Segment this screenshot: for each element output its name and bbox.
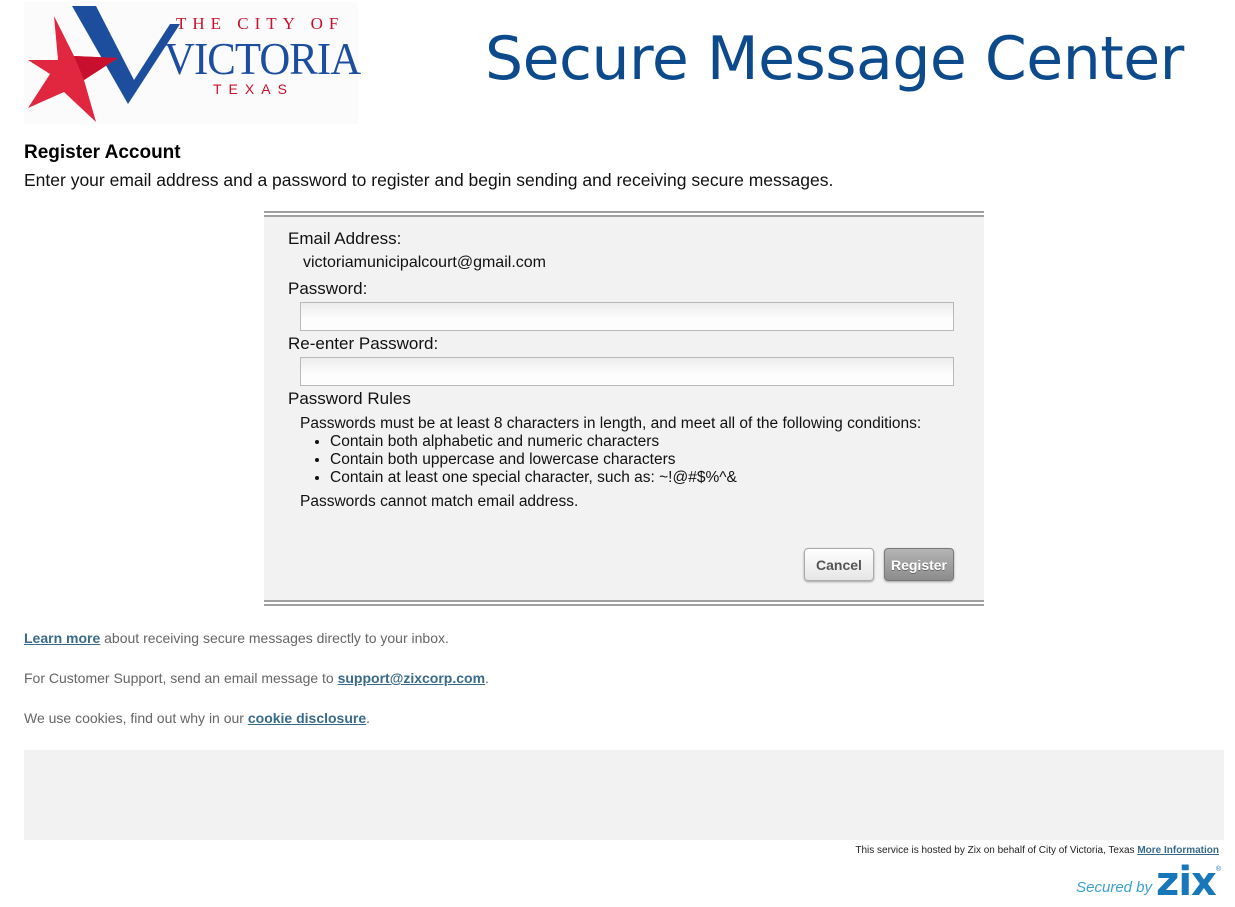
password-rules-note: Passwords cannot match email address. xyxy=(300,493,579,510)
register-button[interactable]: Register xyxy=(884,548,954,581)
register-description: Enter your email address and a password to register and begin sending and receiving secure messages. xyxy=(24,170,834,190)
cookie-line xyxy=(24,710,370,726)
learn-more-line xyxy=(24,630,449,646)
footer-panel xyxy=(24,750,1224,840)
zix-logo-icon: zix xyxy=(1156,859,1216,905)
cookie-text: We use cookies, find out why in our xyxy=(24,710,248,726)
support-line xyxy=(24,670,489,686)
password-rules-list xyxy=(300,433,737,487)
password-rule: • Contain both alphabetic and numeric characters xyxy=(330,433,737,451)
hosted-by-text: This service is hosted by Zix on behalf of City of Victoria, Texas xyxy=(855,845,1138,856)
register-form xyxy=(264,211,984,606)
hosted-by-note xyxy=(855,845,1219,856)
support-text: For Customer Support, send an email message to xyxy=(24,670,338,686)
register-account-heading: Register Account xyxy=(24,142,181,163)
logo-texas-text: TEXAS xyxy=(213,81,294,97)
form-bottom-divider xyxy=(264,600,984,606)
cookie-end: . xyxy=(366,710,371,726)
secured-by-text: Secured by xyxy=(1076,879,1153,896)
learn-more-text: about receiving secure messages directly to your inbox. xyxy=(100,630,449,646)
password-rules-heading: Password Rules xyxy=(288,389,411,408)
password-rule: • Contain at least one special character, such as: ~!@#$%^& xyxy=(330,469,737,487)
cancel-button[interactable]: Cancel xyxy=(804,548,874,581)
email-label: Email Address: xyxy=(288,229,402,248)
support-email-link[interactable]: support@zixcorp.com xyxy=(337,670,486,686)
city-logo xyxy=(24,2,361,124)
password-rules-intro: Passwords must be at least 8 characters in length, and meet all of the following conditions: xyxy=(300,415,922,432)
secured-by-zix-logo xyxy=(1076,858,1221,905)
learn-more-link[interactable]: Learn more xyxy=(24,630,101,646)
reenter-password-label: Re-enter Password: xyxy=(288,334,439,353)
support-end: . xyxy=(485,670,489,686)
page-title: Secure Message Center xyxy=(485,24,1184,94)
more-information-link[interactable]: More Information xyxy=(1137,845,1219,856)
password-label: Password: xyxy=(288,279,368,298)
reenter-password-input[interactable] xyxy=(300,357,954,386)
logo-city-of-text: THE CITY OF xyxy=(176,14,345,33)
password-rule: • Contain both uppercase and lowercase characters xyxy=(330,451,737,469)
email-value: victoriamunicipalcourt@gmail.com xyxy=(303,254,546,271)
logo-victoria-text: VICTORIA xyxy=(164,33,361,84)
password-input[interactable] xyxy=(300,302,954,331)
cookie-disclosure-link[interactable]: cookie disclosure xyxy=(247,710,367,726)
form-top-divider xyxy=(264,211,984,217)
registered-mark: ® xyxy=(1215,866,1221,873)
